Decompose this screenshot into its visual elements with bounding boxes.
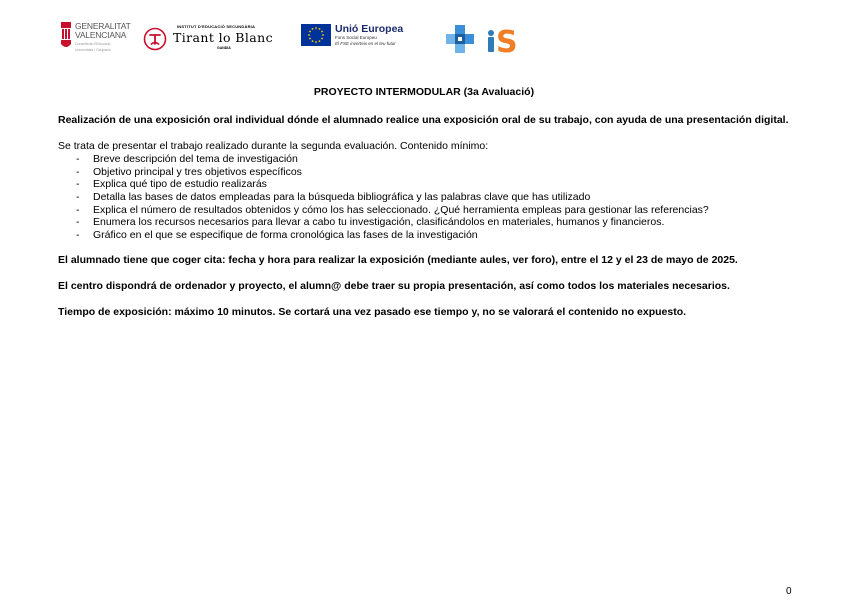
generalitat-logo <box>60 22 131 52</box>
list-item: - Explica qué tipo de estudio realizarás <box>76 178 267 191</box>
document-title: PROYECTO INTERMODULAR (3a Avaluació) <box>313 86 535 98</box>
list-item: - Breve descripción del tema de investigación <box>76 153 298 166</box>
generalitat-line1: GENERALITAT <box>75 21 131 31</box>
eu-motto: El FSE inverteix en el teu futur <box>335 41 396 46</box>
intro-paragraph: Se trata de presentar el trabajo realizado durante la segunda evaluación. Contenido mínimo: <box>58 139 489 152</box>
generalitat-sub2: Universitats i Ocupació <box>75 48 111 52</box>
document-body <box>58 114 798 318</box>
eu-title: Unió Europea <box>335 23 404 35</box>
bullet-dash: - <box>76 178 80 191</box>
list-item: - Explica el número de resultados obtenidos y cómo los has seleccionado. ¿Qué herramienta empleas para gestionar las referencias? <box>76 203 709 216</box>
bullet-dash: - <box>76 190 80 203</box>
eu-fund: Fons Social Europeu <box>335 35 377 40</box>
school-type: INSTITUT D'EDUCACIÓ SECUNDÀRIA <box>177 24 256 29</box>
list-item: - Gráfico en el que se especifique de forma cronológica las fases de la investigación <box>76 228 478 241</box>
list-item: - Detalla las bases de datos empleadas para la búsqueda bibliográfica y las palabras clave que has utilizado <box>76 190 591 203</box>
bullet-dash: - <box>76 165 80 178</box>
bullet-dash: - <box>76 228 80 241</box>
bullet-dash: - <box>76 153 80 166</box>
school-name: Tirant lo Blanc <box>173 30 273 45</box>
bullet-dash: - <box>76 216 80 229</box>
generalitat-emblem-icon <box>60 22 72 50</box>
page-number: 0 <box>786 586 792 597</box>
equipment-paragraph: El centro dispondrá de ordenador y proyecto, el alumn@ debe traer su propia presentación, así como todos los materiales necesarios. <box>58 279 730 292</box>
svg-text:S: S <box>496 25 518 56</box>
content-list <box>58 153 798 241</box>
bullet-dash: - <box>76 203 80 216</box>
school-logo <box>143 24 293 56</box>
generalitat-line2: VALENCIANA <box>75 30 127 40</box>
intro-bold-paragraph: Realización de una exposición oral individual dónde el alumnado realice una exposición oral de su trabajo, con ayuda de una presentación digital. <box>58 114 789 126</box>
school-emblem-icon <box>143 27 167 51</box>
cross-logo-icon <box>444 23 476 55</box>
appointment-paragraph: El alumnado tiene que coger cita: fecha y hora para realizar la exposición (mediante aules, ver foro), entre el 12 y el 23 de mayo de 2025. <box>58 254 738 267</box>
ds-logo-icon <box>483 22 523 56</box>
generalitat-sub1: Conselleria d'Educació, <box>75 42 112 46</box>
school-city: GANDIA <box>217 46 231 50</box>
eu-flag-icon <box>301 24 331 46</box>
list-item: - Enumera los recursos necesarios para llevar a cabo tu investigación, clasificándolos en materiales, humanos y financieros. <box>76 216 665 229</box>
list-item: - Objetivo principal y tres objetivos específicos <box>76 165 302 178</box>
time-limit-paragraph: Tiempo de exposición: máximo 10 minutos. Se cortará una vez pasado ese tiempo y, no se valorará el contenido no expuesto. <box>58 305 687 318</box>
header-logos <box>60 20 540 58</box>
ds-logo <box>483 22 523 56</box>
eu-logo <box>301 24 403 46</box>
